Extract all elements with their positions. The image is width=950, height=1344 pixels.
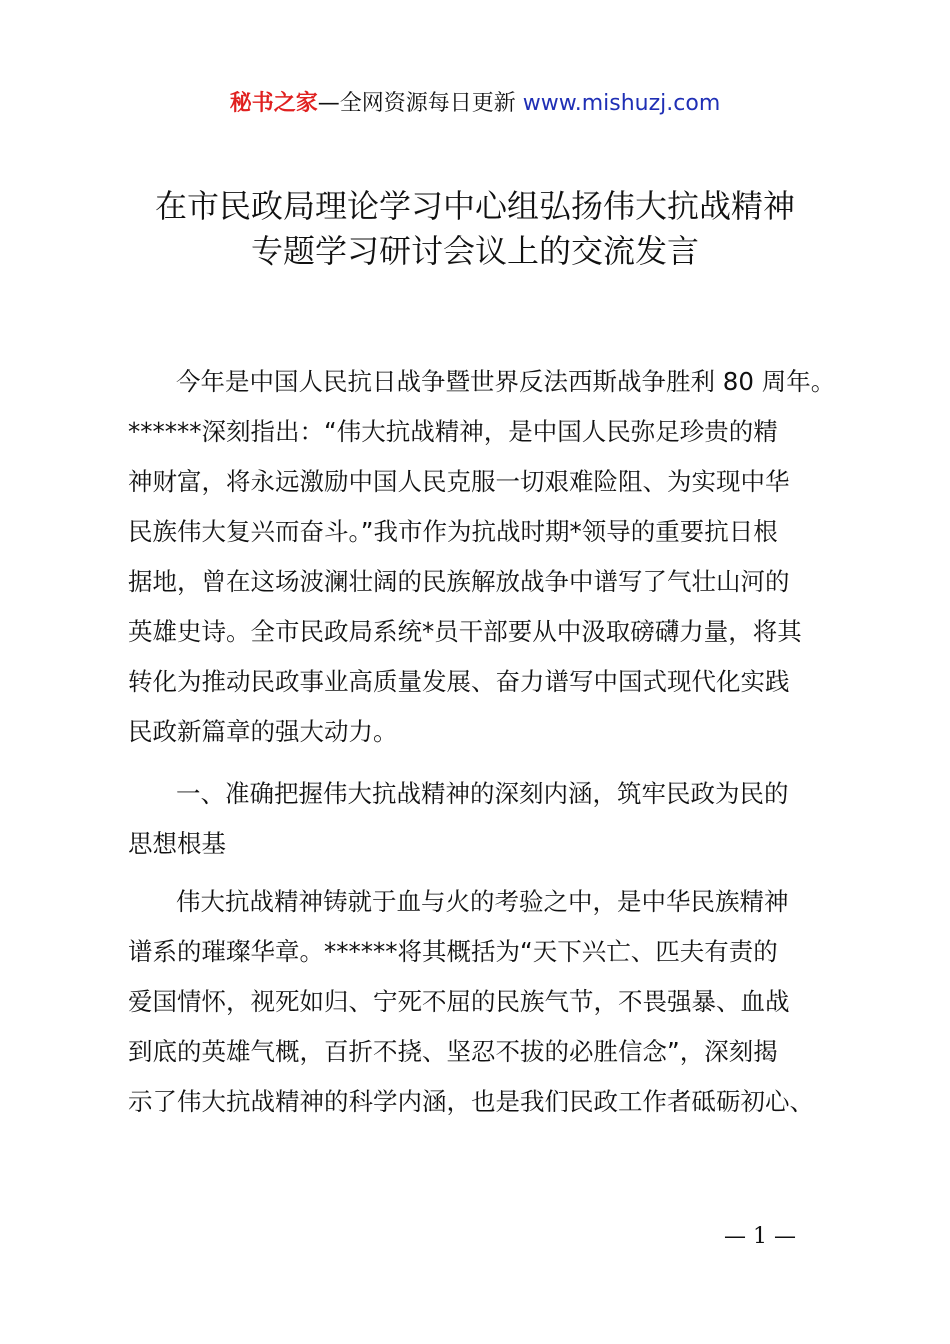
text-line: 爱国情怀，视死如归、宁死不屈的民族气节，不畏强暴、血战 xyxy=(128,987,790,1016)
text-line: 谱系的璀璨华章。******将其概括为“天下兴亡、匹夫有责的 xyxy=(128,937,778,966)
text-line: 民族伟大复兴而奋斗。”我市作为抗战时期*领导的重要抗日根 xyxy=(128,517,778,546)
paragraph-intro xyxy=(128,357,834,757)
heading-line: 一、准确把握伟大抗战精神的深刻内涵，筑牢民政为民的 xyxy=(176,779,789,808)
text-line: ******深刻指出：“伟大抗战精神，是中国人民弥足珍贵的精 xyxy=(128,417,778,446)
text-line: 伟大抗战精神铸就于血与火的考验之中，是中华民族精神 xyxy=(176,887,789,916)
text-line: 到底的英雄气概，百折不挠、坚忍不拔的必胜信念”，深刻揭 xyxy=(128,1037,778,1066)
text-line: 转化为推动民政事业高质量发展、奋力谱写中国式现代化实践 xyxy=(128,667,790,696)
paragraph-section-1 xyxy=(128,877,834,1127)
document-title-line-1: 在市民政局理论学习中心组弘扬伟大抗战精神 xyxy=(154,187,795,225)
document-title-line-2: 专题学习研讨会议上的交流发言 xyxy=(250,232,699,270)
text-line: 示了伟大抗战精神的科学内涵，也是我们民政工作者砥砺初心、 xyxy=(128,1087,814,1116)
document-title xyxy=(60,184,890,274)
site-tagline: —全网资源每日更新 xyxy=(317,91,523,116)
text-line: 民政新篇章的强大动力。 xyxy=(128,717,398,746)
site-brand: 秘书之家 xyxy=(229,91,318,116)
heading-line: 思想根基 xyxy=(128,829,226,858)
text-line: 据地，曾在这场波澜壮阔的民族解放战争中谱写了气壮山河的 xyxy=(128,567,790,596)
site-banner xyxy=(0,88,950,120)
text-line: 神财富，将永远激励中国人民克服一切艰难险阻、为实现中华 xyxy=(128,467,790,496)
section-heading-1 xyxy=(128,769,834,869)
site-url-link[interactable]: www.mishuzj.com xyxy=(522,91,721,116)
page-number: — 1 — xyxy=(724,1224,796,1249)
text-line: 英雄史诗。全市民政局系统*员干部要从中汲取磅礴力量，将其 xyxy=(128,617,802,646)
text-line: 今年是中国人民抗日战争暨世界反法西斯战争胜利 80 周年。 xyxy=(176,367,836,396)
